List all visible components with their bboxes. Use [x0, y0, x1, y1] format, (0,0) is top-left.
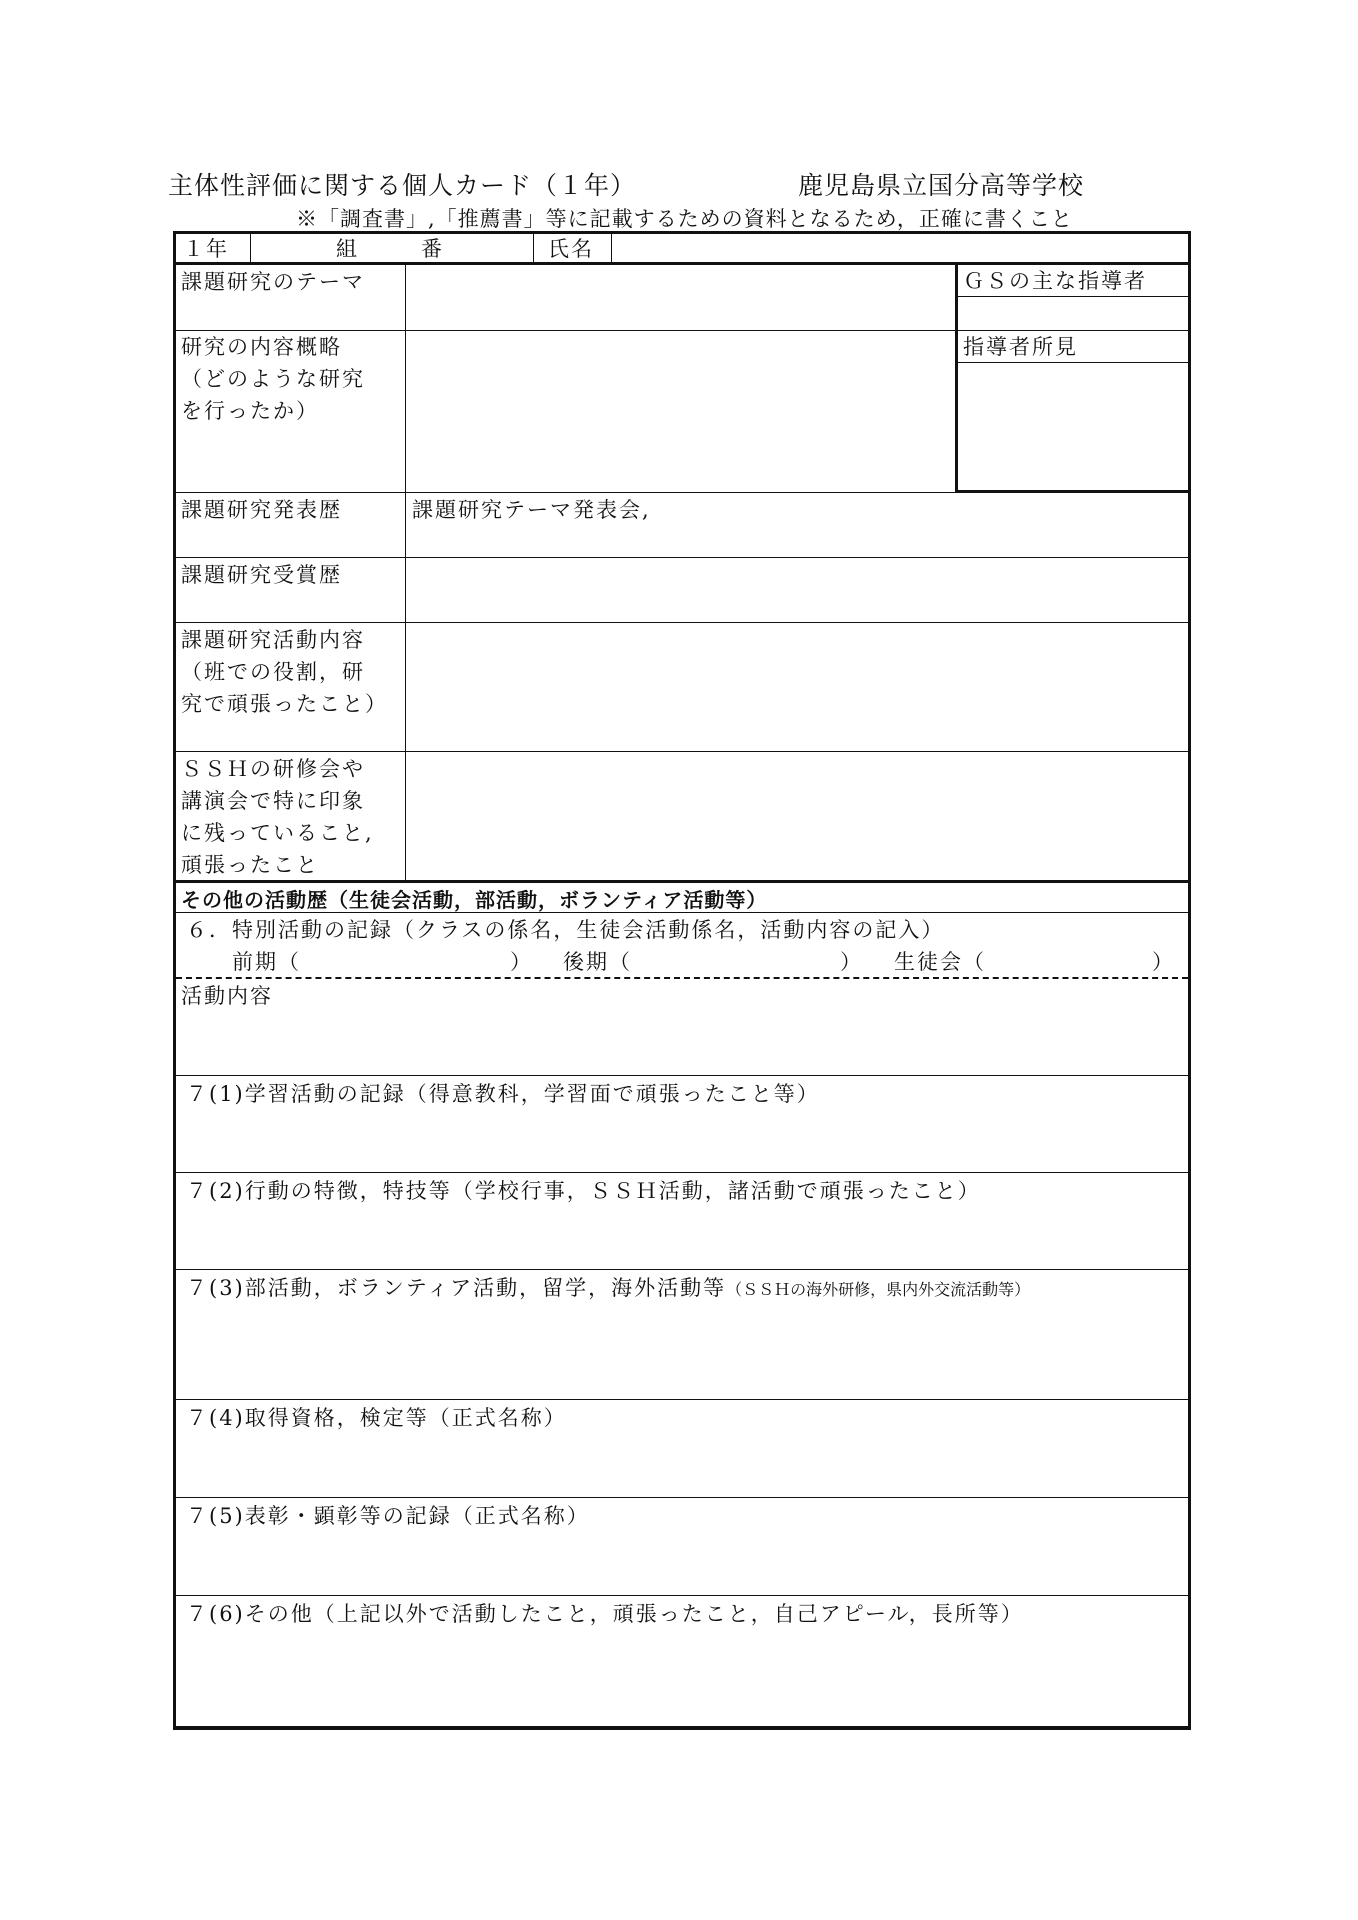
section-7-6-field[interactable]	[176, 1630, 1188, 1725]
section-7-3-field[interactable]	[176, 1304, 1188, 1398]
advisor-field[interactable]	[958, 298, 1188, 329]
section-7-1-field[interactable]	[176, 1110, 1188, 1171]
ssh-field[interactable]	[407, 752, 1188, 879]
section-6-title: ６．特別活動の記録（クラスの係名，生徒会活動係名，活動内容の記入）	[186, 918, 945, 942]
number-label: 番	[421, 237, 444, 261]
section-7-5-title: ７(5)表彰・顕彰等の記録（正式名称）	[186, 1504, 590, 1528]
section-7-3-title: ７(3)部活動，ボランティア活動，留学，海外活動等（ＳＳＨの海外研修，県内外交流活動等）	[186, 1276, 1031, 1300]
second-term-label: 後期（	[563, 950, 632, 974]
school-name: 鹿児島県立国分高等学校	[798, 171, 1085, 200]
activity-label-line1: 課題研究活動内容	[181, 628, 365, 652]
advisor-opinion-label: 指導者所見	[963, 335, 1078, 359]
ssh-label-line2: 講演会で特に印象	[181, 789, 365, 813]
activity-content-field[interactable]	[176, 1012, 1188, 1074]
theme-field[interactable]	[407, 265, 954, 329]
other-activities-heading: その他の活動歴（生徒会活動，部活動，ボランティア活動等）	[181, 888, 768, 912]
section-7-5-field[interactable]	[176, 1532, 1188, 1594]
advisor-label: ＧＳの主な指導者	[963, 269, 1147, 293]
grade-label: １年	[183, 237, 229, 261]
name-field[interactable]	[612, 234, 1188, 262]
section-7-4-title: ７(4)取得資格，検定等（正式名称）	[186, 1406, 567, 1430]
form-title: 主体性評価に関する個人カード（１年）	[168, 171, 637, 200]
ssh-label-line4: 頑張ったこと	[181, 853, 319, 877]
activity-field[interactable]	[407, 623, 1188, 750]
advisor-opinion-field[interactable]	[958, 364, 1188, 490]
summary-label-line1: 研究の内容概略	[181, 335, 342, 359]
summary-label-line2: （どのような研究	[181, 367, 365, 391]
presentation-value[interactable]: 課題研究テーマ発表会,	[412, 498, 651, 522]
section-7-6-title: ７(6)その他（上記以外で活動したこと，頑張ったこと，自己アピール，長所等）	[186, 1602, 1024, 1626]
second-term-field[interactable]	[632, 947, 837, 975]
second-term-close: ）	[840, 950, 863, 974]
ssh-label-line3: に残っていること,	[181, 821, 374, 845]
activity-content-label: 活動内容	[181, 984, 273, 1008]
theme-label: 課題研究のテーマ	[181, 270, 365, 294]
section-7-2-field[interactable]	[176, 1207, 1188, 1268]
first-term-label: 前期（	[232, 950, 301, 974]
student-council-close: ）	[1152, 950, 1175, 974]
ssh-label-line1: ＳＳＨの研修会や	[181, 757, 365, 781]
presentation-label: 課題研究発表歴	[181, 498, 342, 522]
summary-label-line3: を行ったか）	[181, 399, 319, 423]
class-label: 組	[336, 237, 359, 261]
student-council-field[interactable]	[990, 947, 1150, 975]
section-7-2-title: ７(2)行動の特徴，特技等（学校行事，ＳＳＨ活動，諸活動で頑張ったこと）	[186, 1179, 981, 1203]
summary-field[interactable]	[407, 331, 954, 491]
section-7-4-field[interactable]	[176, 1434, 1188, 1496]
activity-label-line3: 究で頑張ったこと）	[181, 692, 388, 716]
award-label: 課題研究受賞歴	[181, 563, 342, 587]
section-7-1-title: ７(1)学習活動の記録（得意教科，学習面で頑張ったこと等）	[186, 1082, 820, 1106]
student-council-label: 生徒会（	[894, 950, 986, 974]
name-label: 氏名	[548, 237, 594, 261]
activity-label-line2: （班での役割，研	[181, 660, 365, 684]
award-field[interactable]	[407, 558, 1188, 621]
instruction-note: ※「調査書」,「推薦書」等に記載するための資料となるため，正確に書くこと	[296, 207, 1073, 231]
first-term-field[interactable]	[300, 947, 505, 975]
first-term-close: ）	[510, 950, 533, 974]
